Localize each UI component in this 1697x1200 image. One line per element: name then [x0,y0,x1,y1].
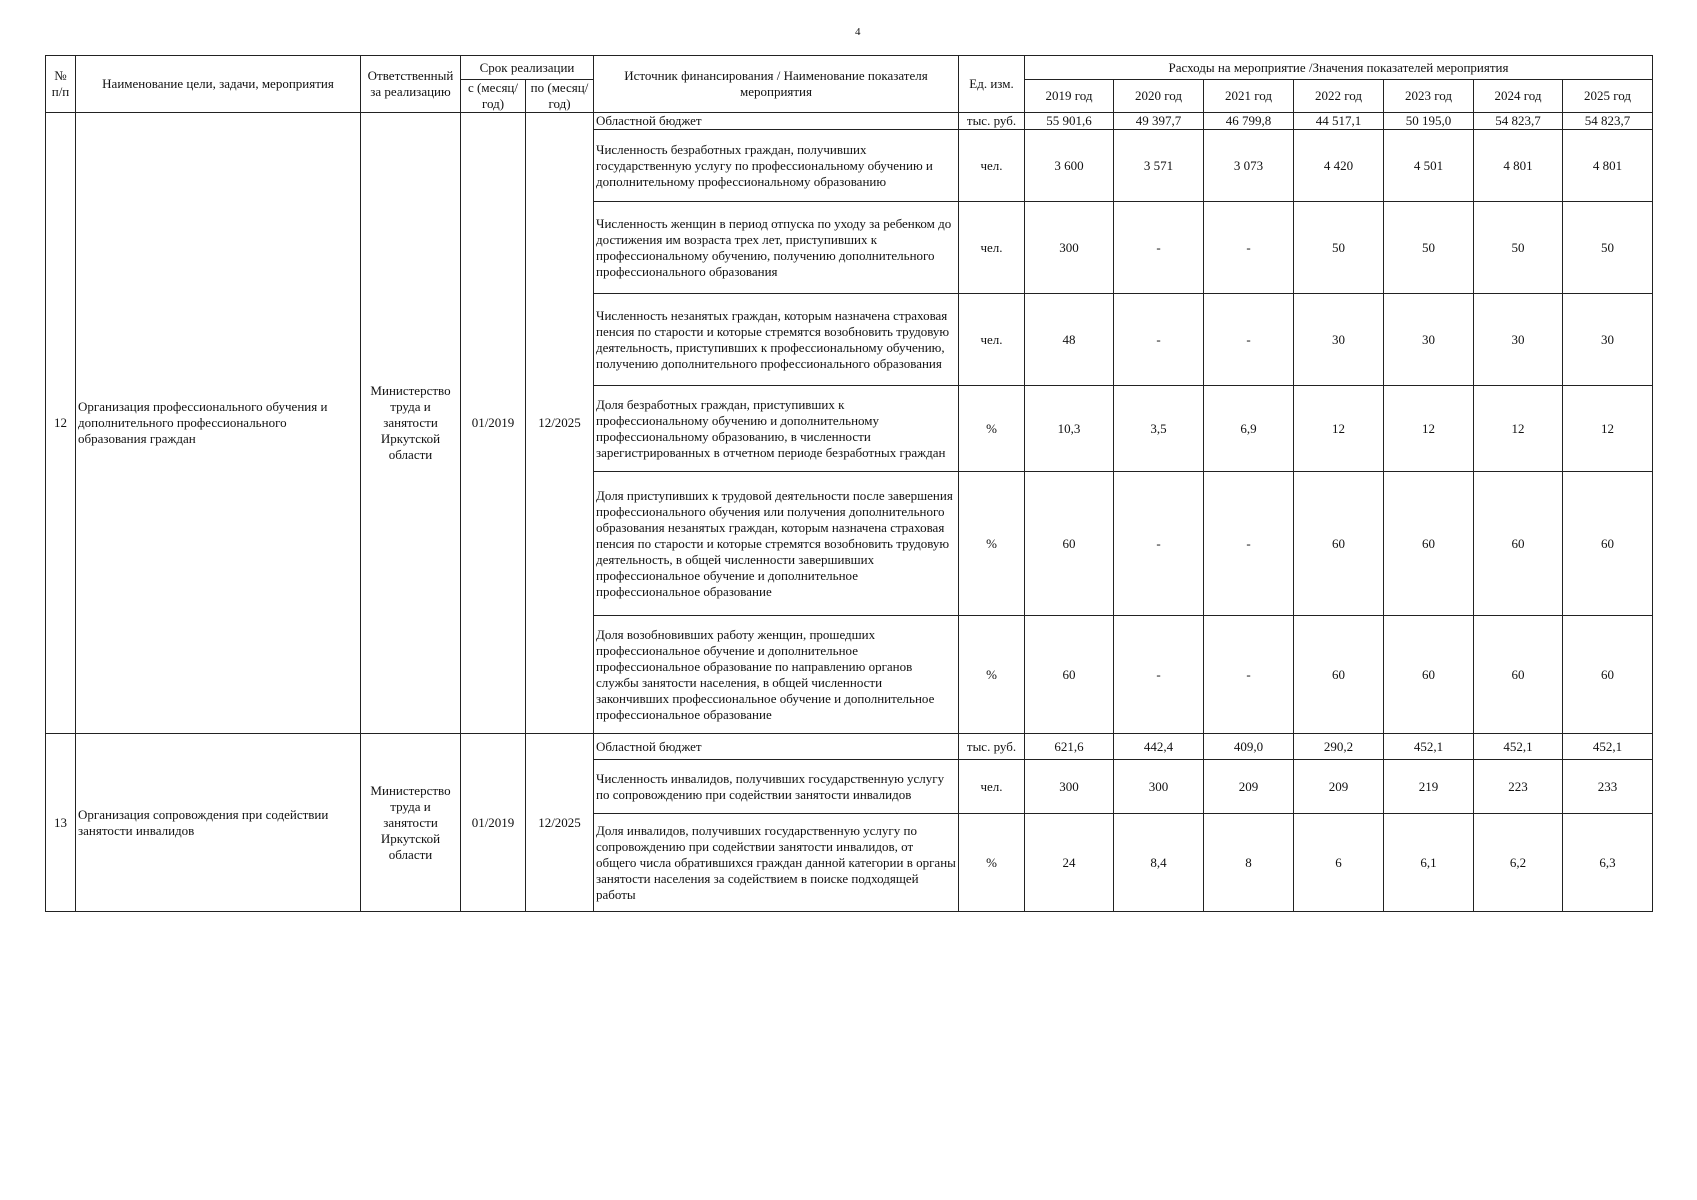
period-to: 12/2025 [526,734,594,912]
value-cell: 12 [1474,386,1563,472]
value-cell: 8,4 [1114,814,1204,912]
period-to: 12/2025 [526,113,594,734]
value-cell: 452,1 [1384,734,1474,760]
value-cell: 48 [1025,294,1114,386]
value-cell: - [1114,294,1204,386]
value-cell: 300 [1025,202,1114,294]
unit-cell: чел. [959,294,1025,386]
value-cell: 44 517,1 [1294,113,1384,130]
indicator-label: Областной бюджет [594,734,959,760]
value-cell: 30 [1474,294,1563,386]
value-cell: - [1204,472,1294,616]
indicator-label: Доля инвалидов, получивших государственную услугу по сопровождению при содействии занятости инвалидов, от общего числа обратившихся граждан данной категории в органы занятости населения за содействием в поиске подходящей работы [594,814,959,912]
value-cell: 6,1 [1384,814,1474,912]
value-cell: 12 [1294,386,1384,472]
value-cell: 8 [1204,814,1294,912]
indicator-label: Областной бюджет [594,113,959,130]
table-row [46,113,1653,130]
value-cell: - [1114,616,1204,734]
table-row [46,734,1653,760]
value-cell: 3,5 [1114,386,1204,472]
indicator-label: Доля приступивших к трудовой деятельности после завершения профессионального обучения или получения дополнительного образования незанятых граждан, которым назначена страховая пенсия по старости и которые стремятся возобновить трудовую деятельность, в общей численности завершивших профессиональное обучение и дополнительное профессиональное образование [594,472,959,616]
value-cell: 6,9 [1204,386,1294,472]
unit-cell: тыс. руб. [959,734,1025,760]
header-year-2022: 2022 год [1294,80,1384,113]
value-cell: 3 073 [1204,130,1294,202]
value-cell: 50 195,0 [1384,113,1474,130]
unit-cell: % [959,616,1025,734]
value-cell: 50 [1294,202,1384,294]
value-cell: - [1114,472,1204,616]
value-cell: 60 [1563,616,1653,734]
unit-cell: чел. [959,202,1025,294]
value-cell: 209 [1294,760,1384,814]
indicator-label: Численность безработных граждан, получивших государственную услугу по профессиональному обучению и дополнительному профессиональному образованию [594,130,959,202]
unit-cell: чел. [959,760,1025,814]
table-body [46,113,1653,912]
header-year-2021: 2021 год [1204,80,1294,113]
value-cell: 60 [1025,616,1114,734]
unit-cell: % [959,386,1025,472]
indicator-label: Доля возобновивших работу женщин, прошедших профессиональное обучение и дополнительное профессиональное образование по направлению органов службы занятости населения, в общей численности закончивших профессиональное обучение и дополнительное профессиональное образование [594,616,959,734]
value-cell: 60 [1294,616,1384,734]
unit-cell: чел. [959,130,1025,202]
header-source: Источник финансирования / Наименование показателя мероприятия [594,56,959,113]
value-cell: 60 [1384,472,1474,616]
table-header [46,56,1653,113]
value-cell: 209 [1204,760,1294,814]
value-cell: 12 [1384,386,1474,472]
unit-cell: тыс. руб. [959,113,1025,130]
period-from: 01/2019 [461,113,526,734]
unit-cell: % [959,814,1025,912]
value-cell: 6 [1294,814,1384,912]
value-cell: 50 [1474,202,1563,294]
value-cell: 24 [1025,814,1114,912]
value-cell: 30 [1384,294,1474,386]
value-cell: - [1204,294,1294,386]
responsible: Министерство труда и занятости Иркутской области [361,734,461,912]
header-unit: Ед. изм. [959,56,1025,113]
value-cell: 452,1 [1563,734,1653,760]
row-number: 13 [46,734,76,912]
value-cell: 223 [1474,760,1563,814]
header-year-2024: 2024 год [1474,80,1563,113]
header-to: по (месяц/год) [526,80,594,113]
value-cell: 50 [1384,202,1474,294]
value-cell: 46 799,8 [1204,113,1294,130]
value-cell: 30 [1563,294,1653,386]
value-cell: - [1204,202,1294,294]
value-cell: 6,2 [1474,814,1563,912]
value-cell: 4 801 [1474,130,1563,202]
value-cell: 4 420 [1294,130,1384,202]
responsible: Министерство труда и занятости Иркутской области [361,113,461,734]
header-period: Срок реализации [461,56,594,80]
value-cell: 219 [1384,760,1474,814]
value-cell: - [1114,202,1204,294]
header-year-2020: 2020 год [1114,80,1204,113]
value-cell: 409,0 [1204,734,1294,760]
value-cell: 300 [1025,760,1114,814]
indicator-label: Численность незанятых граждан, которым назначена страховая пенсия по старости и которые стремятся возобновить трудовую деятельность, приступивших к профессиональному обучению, получению дополнительного профессионального образования [594,294,959,386]
value-cell: 300 [1114,760,1204,814]
value-cell: 442,4 [1114,734,1204,760]
page-number: 4 [855,26,861,38]
value-cell: 233 [1563,760,1653,814]
value-cell: - [1204,616,1294,734]
indicator-label: Численность женщин в период отпуска по уходу за ребенком до достижения им возраста трех лет, приступивших к профессиональному обучению, получению дополнительного профессионального образования [594,202,959,294]
value-cell: 60 [1384,616,1474,734]
value-cell: 290,2 [1294,734,1384,760]
value-cell: 55 901,6 [1025,113,1114,130]
value-cell: 50 [1563,202,1653,294]
indicator-label: Численность инвалидов, получивших государственную услугу по сопровождению при содействии занятости инвалидов [594,760,959,814]
header-responsible: Ответственный за реализацию [361,56,461,113]
value-cell: 3 571 [1114,130,1204,202]
value-cell: 60 [1294,472,1384,616]
indicator-label: Доля безработных граждан, приступивших к профессиональному обучению и дополнительному профессиональному образованию, в численности зарегистрированных в отчетном периоде безработных граждан [594,386,959,472]
value-cell: 4 501 [1384,130,1474,202]
value-cell: 60 [1474,616,1563,734]
value-cell: 60 [1025,472,1114,616]
header-year-2023: 2023 год [1384,80,1474,113]
value-cell: 60 [1474,472,1563,616]
header-expenses: Расходы на мероприятие /Значения показателей мероприятия [1025,56,1653,80]
header-year-2025: 2025 год [1563,80,1653,113]
header-year-2019: 2019 год [1025,80,1114,113]
value-cell: 49 397,7 [1114,113,1204,130]
value-cell: 4 801 [1563,130,1653,202]
measure-name: Организация профессионального обучения и дополнительного профессионального образования граждан [76,113,361,734]
header-num: № п/п [46,56,76,113]
value-cell: 10,3 [1025,386,1114,472]
period-from: 01/2019 [461,734,526,912]
value-cell: 54 823,7 [1474,113,1563,130]
value-cell: 452,1 [1474,734,1563,760]
value-cell: 12 [1563,386,1653,472]
value-cell: 3 600 [1025,130,1114,202]
value-cell: 54 823,7 [1563,113,1653,130]
value-cell: 60 [1563,472,1653,616]
value-cell: 621,6 [1025,734,1114,760]
row-number: 12 [46,113,76,734]
value-cell: 6,3 [1563,814,1653,912]
measure-name: Организация сопровождения при содействии занятости инвалидов [76,734,361,912]
unit-cell: % [959,472,1025,616]
header-from: с (месяц/год) [461,80,526,113]
value-cell: 30 [1294,294,1384,386]
header-name: Наименование цели, задачи, мероприятия [76,56,361,113]
program-table [45,55,1653,912]
